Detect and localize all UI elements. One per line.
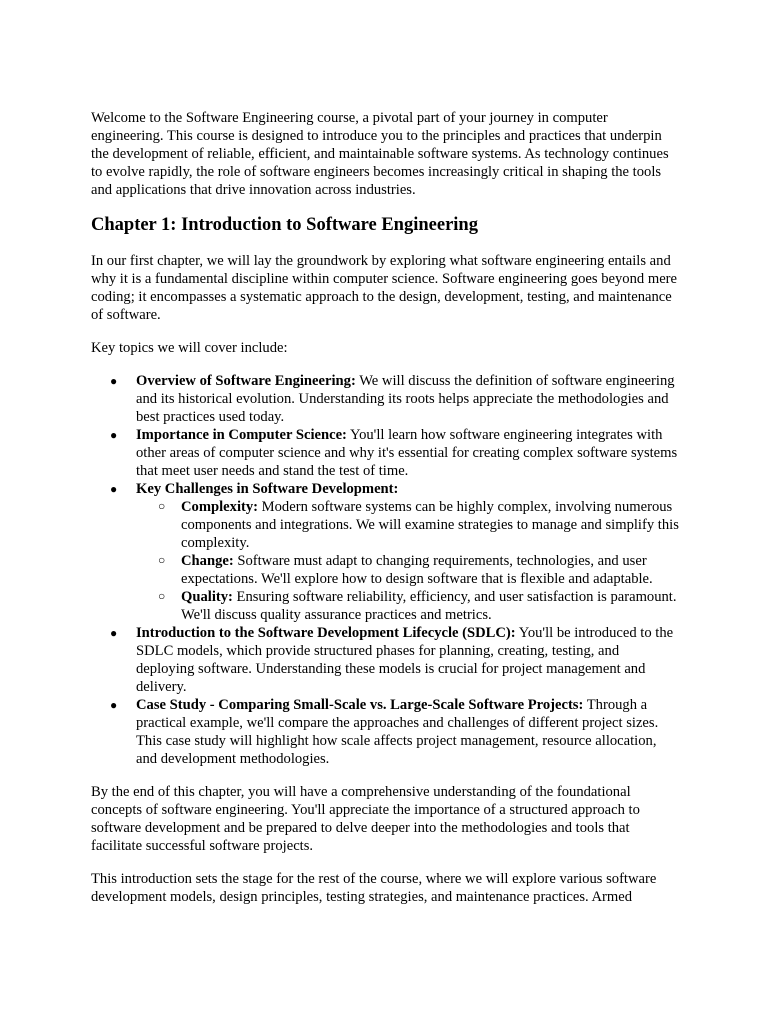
bullet-icon: ● bbox=[110, 482, 118, 496]
topic-item bbox=[91, 624, 681, 696]
document-page bbox=[91, 109, 681, 921]
intro-paragraph: Welcome to the Software Engineering course, a pivotal part of your journey in computer engineering. This course is designed to introduce you to the principles and practices that underpin the development of reliable, efficient, and maintainable software systems. As technology continues to evolve rapidly, the role of software engineers becomes increasingly critical in shaping the tools and applications that drive innovation across industries. bbox=[91, 110, 669, 198]
chapter-intro-paragraph: In our first chapter, we will lay the groundwork by exploring what software engineering entails and why it is a fundamental discipline within computer science. Software engineering goes beyond mere coding; it encompasses a systematic approach to the design, development, testing, and maintenance of software. bbox=[91, 253, 678, 323]
topic-text: We will discuss the definition of software engineering and its historical evolution. Understanding its roots helps appreciate the methodologies and best practices used today. bbox=[136, 373, 675, 425]
subtopic-text: Ensuring software reliability, efficiency, and user satisfaction is paramount. We'll discuss quality assurance practices and metrics. bbox=[181, 589, 677, 623]
topic-text: You'll be introduced to the SDLC models, which provide structured phases for planning, creating, testing, and deploying software. Understanding these models is crucial for project management and delivery. bbox=[136, 625, 674, 695]
subtopic-title: Quality: bbox=[181, 589, 233, 605]
bullet-icon: ● bbox=[110, 626, 118, 640]
topic-title: Overview of Software Engineering: bbox=[136, 373, 356, 389]
bullet-icon: ● bbox=[110, 428, 118, 442]
closing-paragraph: This introduction sets the stage for the rest of the course, where we will explore various software development models, design principles, testing strategies, and maintenance practices. Armed bbox=[91, 871, 657, 905]
subtopic-item bbox=[136, 552, 681, 588]
topic-title: Introduction to the Software Development Lifecycle (SDLC): bbox=[136, 625, 516, 641]
conclusion-paragraph: By the end of this chapter, you will have a comprehensive understanding of the foundational concepts of software engineering. You'll appreciate the importance of a structured approach to software development and be prepared to delve deeper into the methodologies and tools that facilitate successful software projects. bbox=[91, 784, 640, 854]
key-topics-lead: Key topics we will cover include: bbox=[91, 340, 288, 356]
topic-text: Through a practical example, we'll compare the approaches and challenges of different project sizes. This case study will highlight how scale affects project management, resource allocation, and development methodologies. bbox=[136, 697, 659, 767]
hollow-bullet-icon: ○ bbox=[158, 553, 166, 567]
subtopic-item bbox=[136, 498, 681, 552]
topic-title: Importance in Computer Science: bbox=[136, 427, 347, 443]
subtopic-text: Modern software systems can be highly complex, involving numerous components and integrations. We will examine strategies to manage and simplify this complexity. bbox=[181, 499, 679, 551]
subtopic-text: Software must adapt to changing requirements, technologies, and user expectations. We'll explore how to design software that is flexible and adaptable. bbox=[181, 553, 653, 587]
subtopic-title: Complexity: bbox=[181, 499, 259, 515]
topic-item bbox=[91, 372, 681, 426]
hollow-bullet-icon: ○ bbox=[158, 499, 166, 513]
bullet-icon: ● bbox=[110, 698, 118, 712]
topic-item bbox=[91, 696, 681, 768]
topic-title: Key Challenges in Software Development: bbox=[136, 481, 399, 497]
hollow-bullet-icon: ○ bbox=[158, 589, 166, 603]
topic-item bbox=[91, 426, 681, 480]
topic-text: You'll learn how software engineering integrates with other areas of computer science and why it's essential for creating complex software systems that meet user needs and stand the test of time. bbox=[136, 427, 678, 479]
key-topics-list bbox=[91, 372, 681, 768]
challenges-sublist bbox=[136, 498, 681, 624]
subtopic-item bbox=[136, 588, 681, 624]
topic-item bbox=[91, 480, 681, 624]
topic-title: Case Study - Comparing Small-Scale vs. Large-Scale Software Projects: bbox=[136, 697, 584, 713]
bullet-icon: ● bbox=[110, 374, 118, 388]
subtopic-title: Change: bbox=[181, 553, 234, 569]
chapter-title: Chapter 1: Introduction to Software Engineering bbox=[91, 215, 478, 235]
